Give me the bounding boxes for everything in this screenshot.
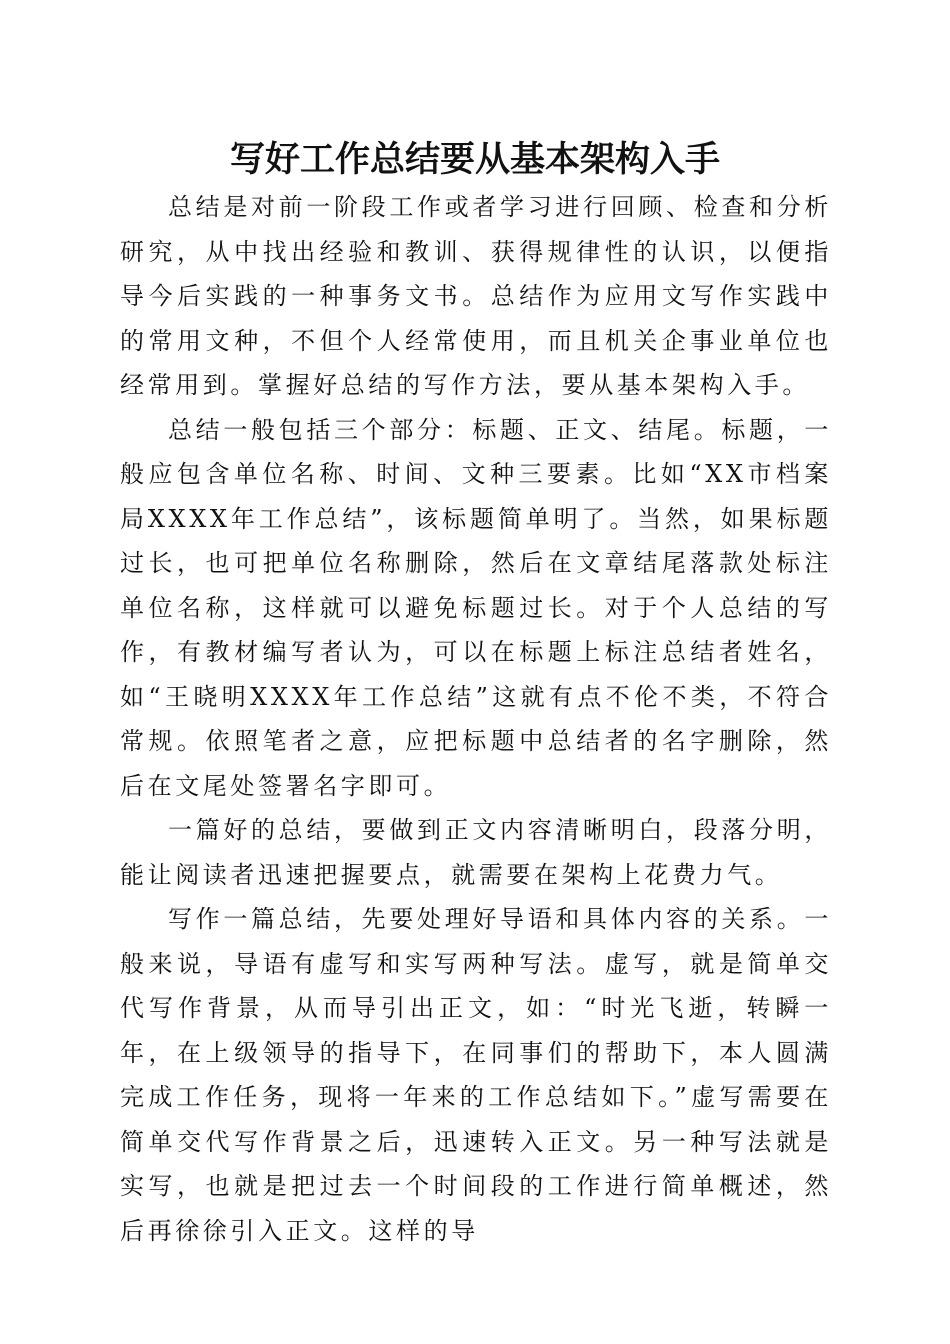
paragraph-intro: 总结是对前一阶段工作或者学习进行回顾、检查和分析研究，从中找出经验和教训、获得规律性的认识，以便指导今后实践的一种事务文书。总结作为应用文写作实践中的常用文种，不但个人经常使用，而且机关企事业单位也经常用到。掌握好总结的写作方法，要从基本架构入手。: [120, 193, 832, 399]
paragraph-structure: 总结一般包括三个部分：标题、正文、结尾。标题，一般应包含单位名称、时间、文种三要素。比如“XX市档案局XXXX年工作总结”，该标题简单明了。当然，如果标题过长，也可把单位名称删除，然后在文章结尾落款处标注单位名称，这样就可以避免标题过长。对于个人总结的写作，有教材编写者认为，可以在标题上标注总结者姓名，如“王晓明XXXX年工作总结”这就有点不伦不类，不符合常规。依照笔者之意，应把标题中总结者的名字删除，然后在文尾处签署名字即可。: [120, 415, 832, 800]
paragraph-lead-writing: 写作一篇总结，先要处理好导语和具体内容的关系。一般来说，导语有虚写和实写两种写法。虚写，就是简单交代写作背景，从而导引出正文，如：“时光飞逝，转瞬一年，在上级领导的指导下，在同事们的帮助下，本人圆满完成工作任务，现将一年来的工作总结如下。”虚写需要在简单交代写作背景之后，迅速转入正文。另一种写法就是实写，也就是把过去一个时间段的工作进行简单概述，然后再徐徐引入正文。这样的导: [120, 905, 832, 1245]
document-body: [120, 185, 832, 1253]
document-title: 写好工作总结要从基本架构入手: [229, 139, 720, 180]
paragraph-body-clarity: 一篇好的总结，要做到正文内容清晰明白，段落分明，能让阅读者迅速把握要点，就需要在架构上花费力气。: [120, 816, 832, 889]
